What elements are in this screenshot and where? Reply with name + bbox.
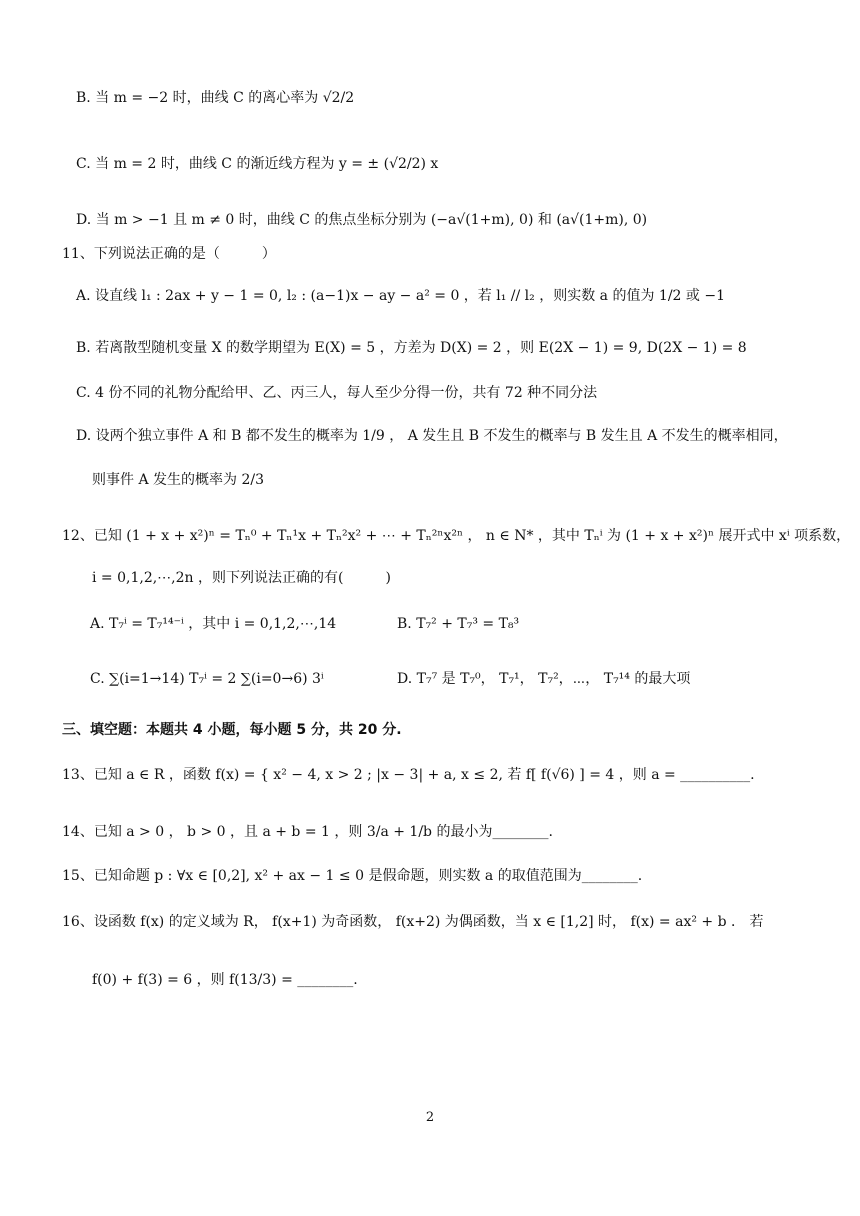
q10-option-d: D. 当 m > −1 且 m ≠ 0 时，曲线 C 的焦点坐标分别为 (−a√(1+m), 0) 和 (a√(1+m), 0) (76, 212, 648, 228)
q12-option-c: C. ∑(i=1→14) T₇ⁱ = 2 ∑(i=0→6) 3ⁱ (90, 671, 324, 687)
q10-option-c: C. 当 m = 2 时，曲线 C 的渐近线方程为 y = ± (√2/2) x (76, 156, 439, 172)
q12-stem-line1: 12、已知 (1 + x + x²)ⁿ = Tₙ⁰ + Tₙ¹x + Tₙ²x² + ⋯ + Tₙ²ⁿx²ⁿ ， n ∈ N* ，其中 Tₙⁱ 为 (1 + x + x²)ⁿ 展开式中 xⁱ 项系数， (62, 528, 851, 544)
page-number: 2 (425, 1110, 435, 1125)
q10-option-b: B. 当 m = −2 时，曲线 C 的离心率为 √2/2 (76, 90, 355, 106)
q11-option-a: A. 设直线 l₁ : 2ax + y − 1 = 0, l₂ : (a−1)x − ay − a² = 0 ，若 l₁ // l₂ ，则实数 a 的值为 1/2 或 −1 (76, 288, 725, 304)
section-heading: 三、填空题：本题共 4 小题，每小题 5 分，共 20 分. (62, 722, 402, 738)
q16-line2: f(0) + f(3) = 6 ，则 f(13/3) = ________. (92, 972, 358, 988)
q13: 13、已知 a ∈ R ，函数 f(x) = { x² − 4, x > 2 ; |x − 3| + a, x ≤ 2, 若 f[ f(√6) ] = 4 ，则 a = __________. (62, 767, 755, 783)
q11-option-d-line2: 则事件 A 发生的概率为 2/3 (92, 472, 264, 488)
q11-stem: 11、下列说法正确的是（ ） (62, 246, 276, 262)
q16-line1: 16、设函数 f(x) 的定义域为 R， f(x+1) 为奇函数， f(x+2) 为偶函数，当 x ∈ [1,2] 时， f(x) = ax² + b ． 若 (62, 914, 764, 930)
q11-option-d-line1: D. 设两个独立事件 A 和 B 都不发生的概率为 1/9 ， A 发生且 B 不发生的概率与 B 发生且 A 不发生的概率相同， (76, 428, 788, 444)
q12-stem-line2: i = 0,1,2,⋯,2n ，则下列说法正确的有( ) (92, 570, 391, 586)
q12-option-d: D. T₇⁷ 是 T₇⁰， T₇¹， T₇²，⋯， T₇¹⁴ 的最大项 (397, 671, 691, 687)
q11-option-b: B. 若离散型随机变量 X 的数学期望为 E(X) = 5 ，方差为 D(X) = 2 ，则 E(2X − 1) = 9, D(2X − 1) = 8 (76, 340, 747, 356)
q15: 15、已知命题 p : ∀x ∈ [0,2], x² + ax − 1 ≤ 0 是假命题，则实数 a 的取值范围为________. (62, 868, 643, 884)
q11-option-c: C. 4 份不同的礼物分配给甲、乙、丙三人，每人至少分得一份，共有 72 种不同分法 (76, 385, 598, 401)
q12-option-b: B. T₇² + T₇³ = T₈³ (397, 616, 520, 632)
q12-option-a: A. T₇ⁱ = T₇¹⁴⁻ⁱ ，其中 i = 0,1,2,⋯,14 (90, 616, 337, 632)
q14: 14、已知 a > 0 ， b > 0 ，且 a + b = 1 ，则 3/a + 1/b 的最小为________. (62, 824, 553, 840)
